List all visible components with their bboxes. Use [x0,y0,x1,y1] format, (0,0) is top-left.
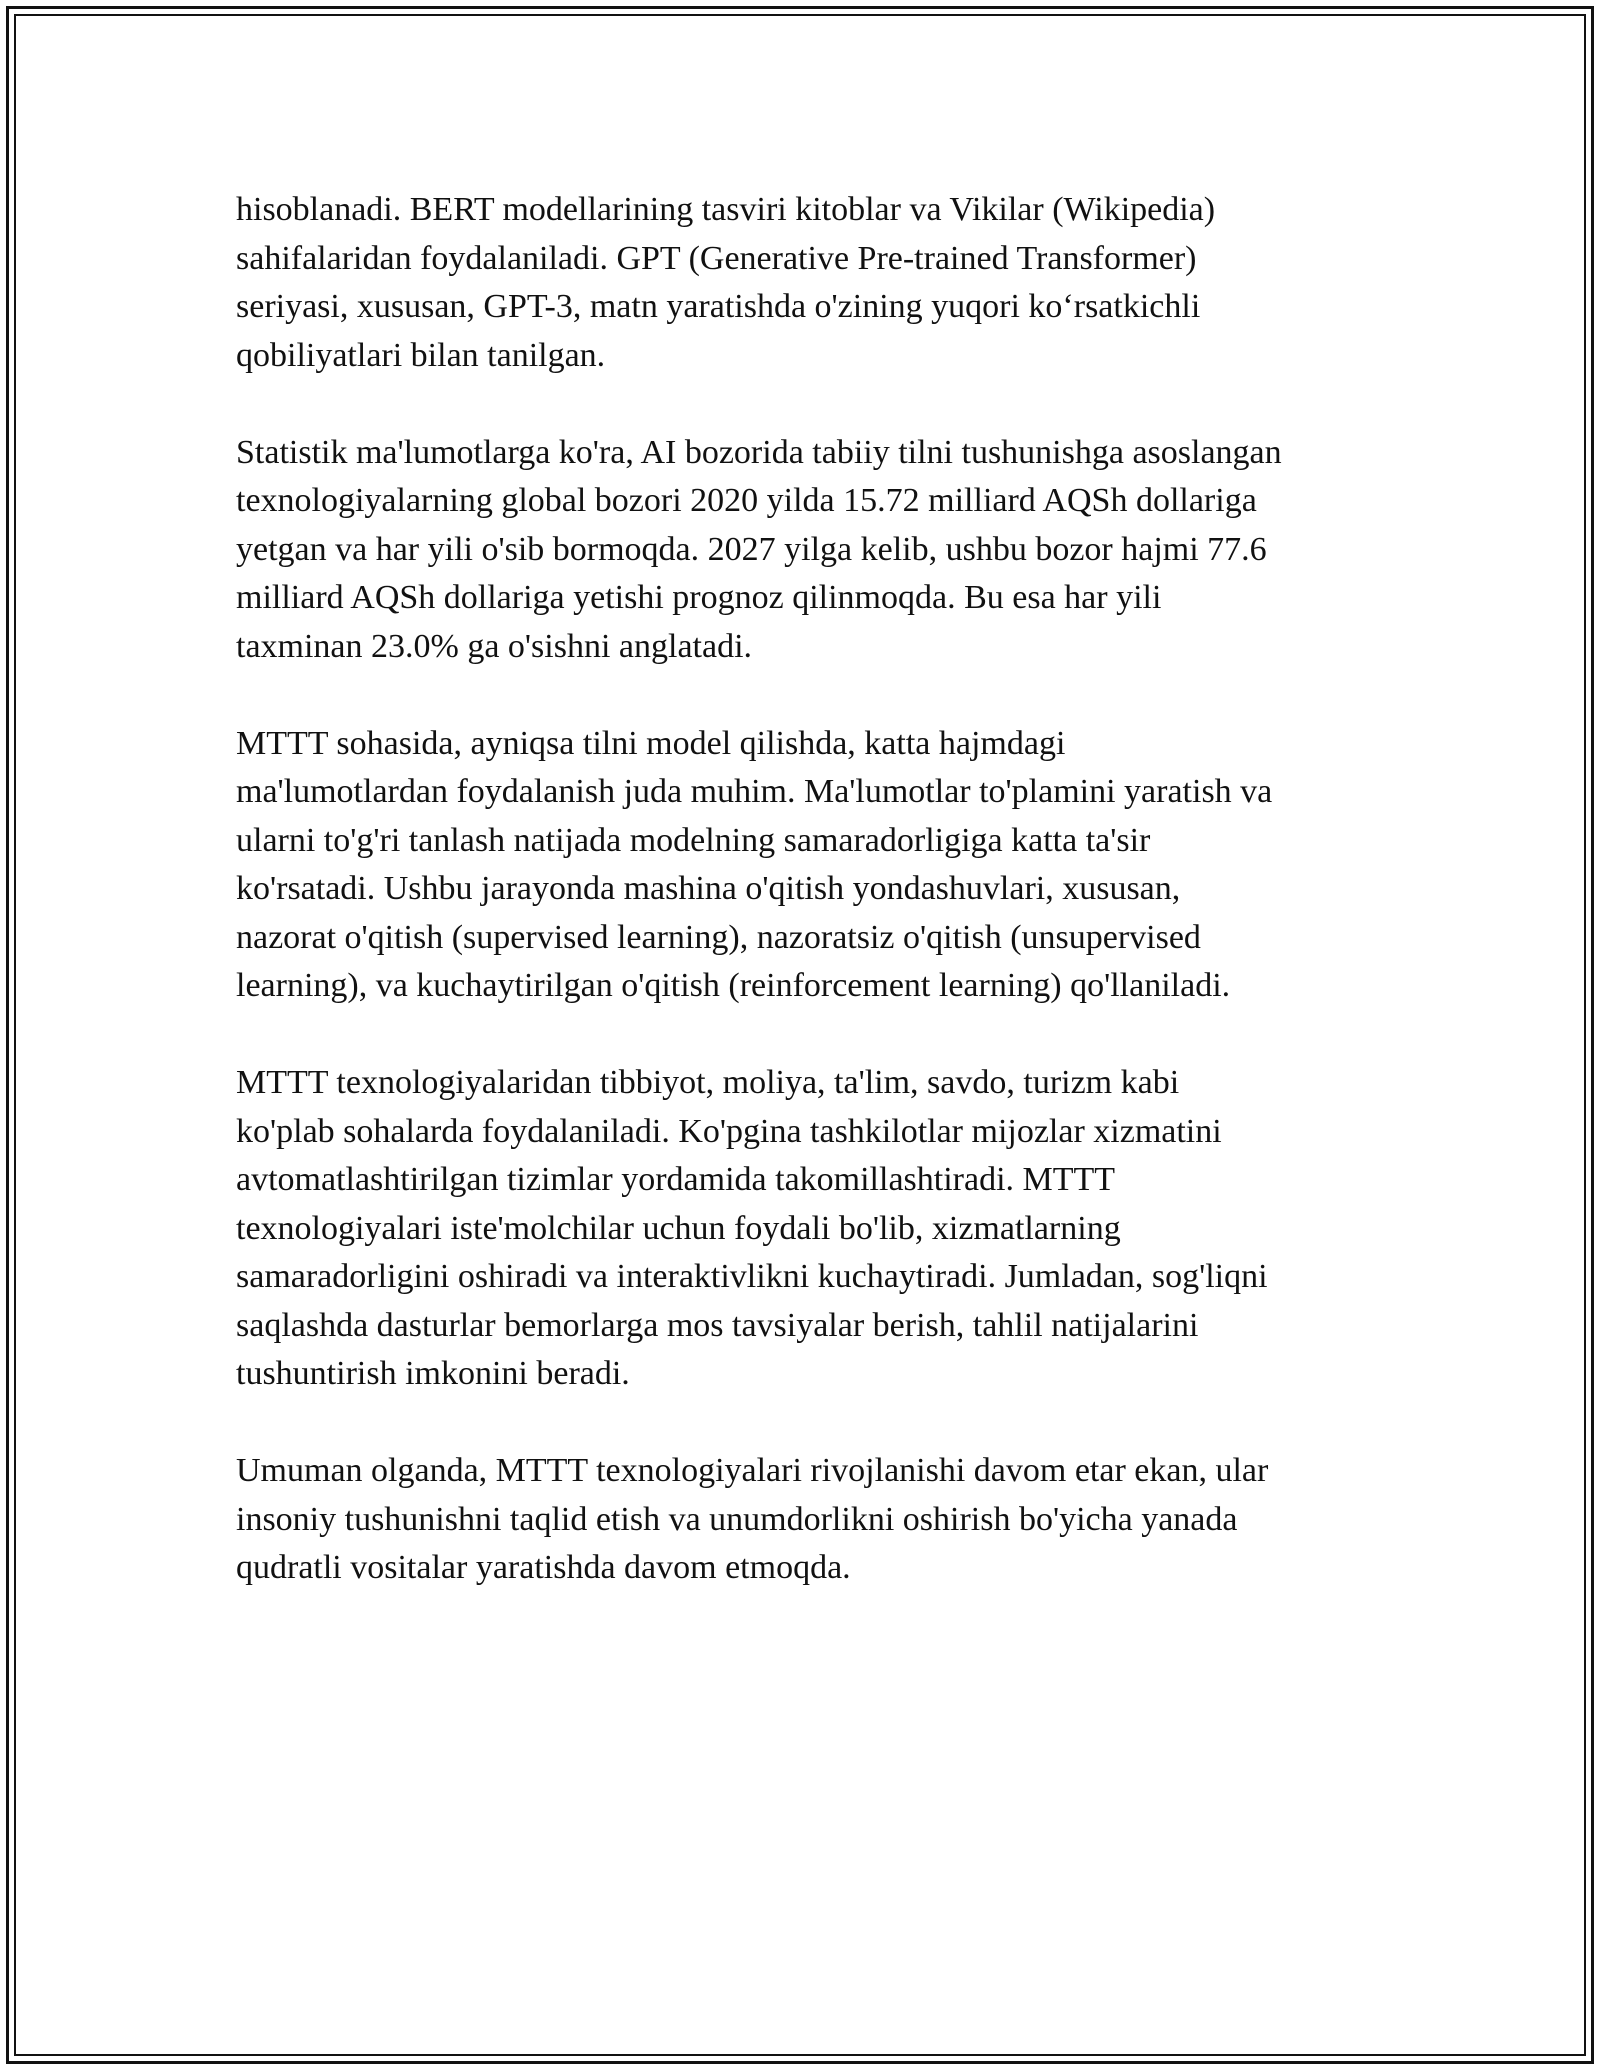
paragraph-bert-gpt [236,186,1376,380]
text-line: qudratli vositalar yaratishda davom etmoqda. [236,1549,851,1586]
text-line: hisoblanadi. BERT modellarining tasviri kitoblar va Vikilar (Wikipedia) [236,191,1216,228]
paragraph-conclusion [236,1447,1376,1593]
text-line: qobiliyatlari bilan tanilgan. [236,336,606,374]
text-line: texnologiyalarning global bozori 2020 yilda 15.72 milliard AQSh dollariga [236,482,1257,519]
paragraph-applications [236,1059,1376,1399]
text-line: avtomatlashtirilgan tizimlar yordamida takomillashtiradi. MTTT [236,1161,1116,1198]
text-line: MTTT texnologiyalaridan tibbiyot, moliya, ta'lim, savdo, turizm kabi [236,1064,1180,1101]
text-line: taxminan 23.0% ga o'sishni anglatadi. [236,627,753,665]
text-line: MTTT sohasida, ayniqsa tilni model qilishda, katta hajmdagi [236,724,1066,762]
text-line: saqlashda dasturlar bemorlarga mos tavsiyalar berish, tahlil natijalarini [236,1306,1199,1344]
text-line: sahifalaridan foydalaniladi. GPT (Generative Pre-trained Transformer) [236,239,1197,277]
text-line: texnologiyalari iste'molchilar uchun foydali bo'lib, xizmatlarning [236,1209,1121,1247]
text-line: tushuntirish imkonini beradi. [236,1355,630,1392]
text-line: nazorat o'qitish (supervised learning), nazoratsiz o'qitish (unsupervised [236,918,1201,956]
text-line: seriyasi, xususan, GPT-3, matn yaratishda o'zining yuqori ko‘rsatkichli [236,288,1201,325]
text-line: insoniy tushunishni taqlid etish va unumdorlikni oshirish bo'yicha yanada [236,1500,1238,1538]
text-line: ko'plab sohalarda foydalaniladi. Ko'pgina tashkilotlar mijozlar xizmatini [236,1112,1222,1150]
text-line: milliard AQSh dollariga yetishi prognoz qilinmoqda. Bu esa har yili [236,579,1162,616]
text-line: ma'lumotlardan foydalanish juda muhim. Ma'lumotlar to'plamini yaratish va [236,773,1273,810]
document-body [236,186,1376,1641]
paragraph-market-statistics [236,429,1376,672]
text-line: learning), va kuchaytirilgan o'qitish (reinforcement learning) qo'llaniladi. [236,967,1231,1004]
text-line: samaradorligini oshiradi va interaktivlikni kuchaytiradi. Jumladan, sog'liqni [236,1258,1268,1295]
text-line: ko'rsatadi. Ushbu jarayonda mashina o'qitish yondashuvlari, xususan, [236,870,1181,907]
paragraph-data-learning [236,720,1376,1011]
text-line: Umuman olganda, MTTT texnologiyalari rivojlanishi davom etar ekan, ular [236,1452,1269,1489]
text-line: ularni to'g'ri tanlash natijada modelning samaradorligiga katta ta'sir [236,821,1151,859]
text-line: Statistik ma'lumotlarga ko'ra, AI bozorida tabiiy tilni tushunishga asoslangan [236,433,1282,471]
text-line: yetgan va har yili o'sib bormoqda. 2027 yilga kelib, ushbu bozor hajmi 77.6 [236,530,1267,568]
